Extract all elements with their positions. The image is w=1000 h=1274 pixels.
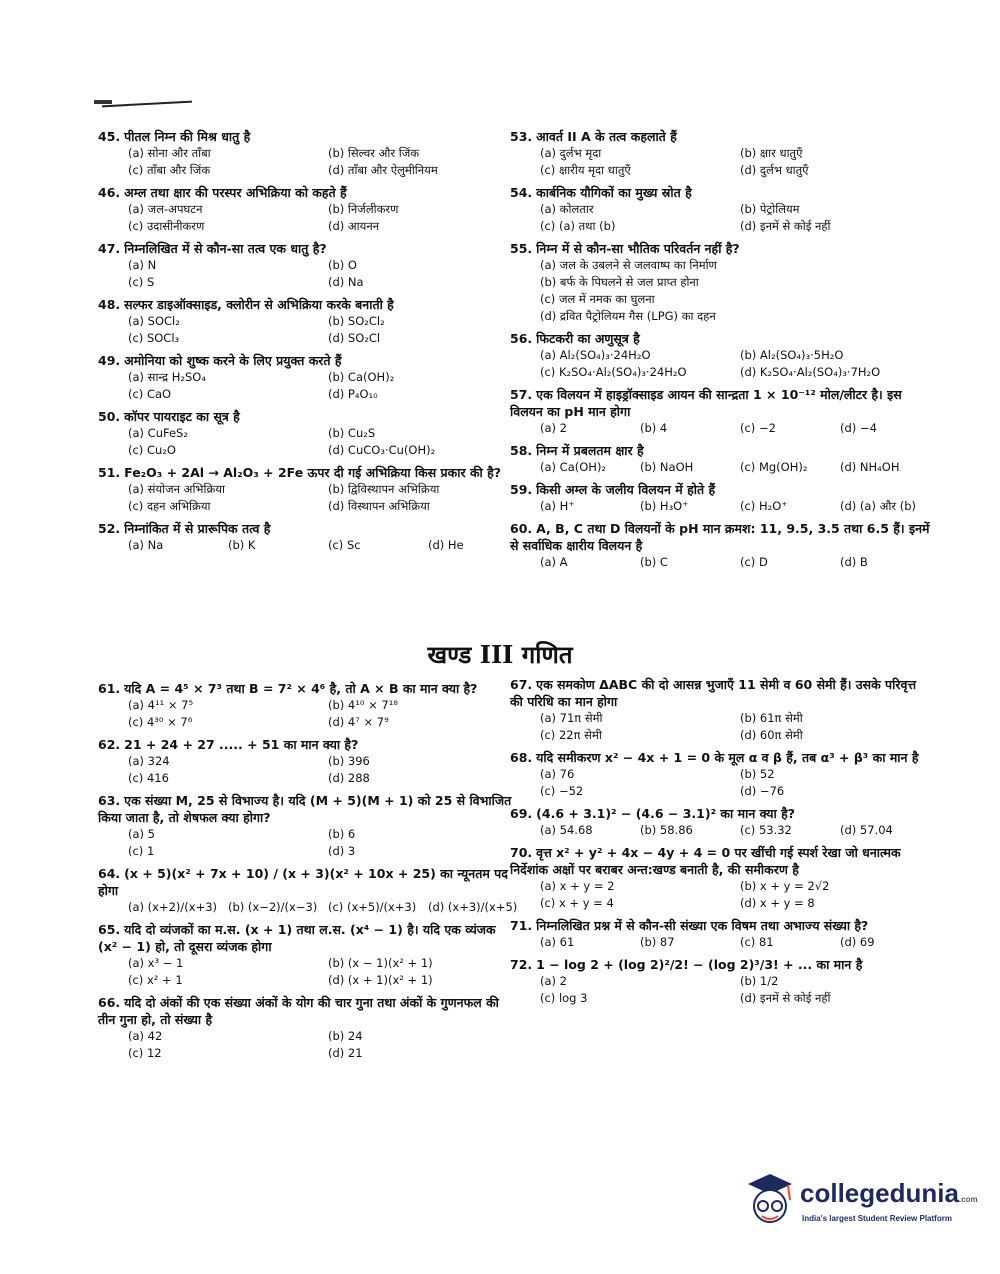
options-list bbox=[98, 313, 518, 347]
question-number: 60. bbox=[510, 521, 533, 536]
option: (d) K₂SO₄·Al₂(SO₄)₃·7H₂O bbox=[740, 365, 881, 379]
student-mascot-icon bbox=[740, 1170, 796, 1230]
option: (a) Al₂(SO₄)₃·24H₂O bbox=[540, 348, 651, 362]
question-text bbox=[98, 736, 518, 753]
question-text bbox=[510, 481, 930, 498]
option: (d) 69 bbox=[840, 935, 875, 949]
options-list bbox=[98, 1028, 518, 1062]
option: (b) सिल्वर और जिंक bbox=[328, 146, 420, 160]
question-text bbox=[510, 956, 930, 973]
question-stem: यदि दो व्यंजकों का म.स. (x + 1) तथा ल.स. (x⁴ − 1) है। यदि एक व्यंजक (x² − 1) हो, तो दूसरा व्यंजक होगा bbox=[98, 922, 496, 954]
option: (d) Na bbox=[328, 275, 364, 289]
options-list bbox=[98, 753, 518, 787]
option: (c) S bbox=[128, 275, 155, 289]
question bbox=[98, 464, 518, 515]
question bbox=[510, 844, 930, 912]
question bbox=[98, 240, 518, 291]
option: (c) जल में नमक का घुलना bbox=[540, 292, 655, 306]
question bbox=[98, 736, 518, 787]
options-list bbox=[510, 822, 930, 839]
question-number: 51. bbox=[98, 465, 121, 480]
option: (c) दहन अभिक्रिया bbox=[128, 499, 211, 513]
option: (c) −2 bbox=[740, 421, 776, 435]
option: (a) Ca(OH)₂ bbox=[540, 460, 607, 474]
option: (c) CaO bbox=[128, 387, 172, 401]
question-number: 57. bbox=[510, 387, 533, 402]
option: (b) (x − 1)(x² + 1) bbox=[328, 956, 433, 970]
question-text bbox=[98, 352, 518, 369]
question-stem: कार्बनिक यौगिकों का मुख्य स्रोत है bbox=[536, 185, 692, 200]
question-number: 55. bbox=[510, 241, 533, 256]
question bbox=[98, 921, 518, 989]
option: (b) Al₂(SO₄)₃·5H₂O bbox=[740, 348, 844, 362]
question-stem: यदि समीकरण x² − 4x + 1 = 0 के मूल α व β हैं, तब α³ + β³ का मान है bbox=[536, 750, 919, 765]
option: (c) Mg(OH)₂ bbox=[740, 460, 808, 474]
question-number: 49. bbox=[98, 353, 121, 368]
question-stem: सल्फर डाइऑक्साइड, क्लोरीन से अभिक्रिया करके बनाती है bbox=[124, 297, 394, 312]
option: (d) He bbox=[428, 538, 464, 552]
question-number: 48. bbox=[98, 297, 121, 312]
option: (d) 288 bbox=[328, 771, 370, 785]
option: (a) 61 bbox=[540, 935, 575, 949]
question-stem: निम्नलिखित में से कौन-सा तत्व एक धातु है? bbox=[124, 241, 327, 256]
right-column-chemistry bbox=[510, 128, 930, 576]
options-list bbox=[510, 145, 930, 179]
option: (a) संयोजन अभिक्रिया bbox=[128, 482, 225, 496]
option: (d) 21 bbox=[328, 1046, 363, 1060]
option: (d) CuCO₃·Cu(OH)₂ bbox=[328, 443, 436, 457]
question-stem: (4.6 + 3.1)² − (4.6 − 3.1)² का मान क्या है? bbox=[536, 806, 796, 821]
option: (c) 1 bbox=[128, 844, 155, 858]
options-list bbox=[510, 347, 930, 381]
options-list bbox=[98, 257, 518, 291]
options-list bbox=[510, 554, 930, 571]
question-stem: अम्ल तथा क्षार की परस्पर अभिक्रिया को कहते हैं bbox=[124, 185, 347, 200]
question-stem: कॉपर पायराइट का सूत्र है bbox=[124, 409, 240, 424]
question-stem: एक समकोण ΔABC की दो आसन्न भुजाएँ 11 सेमी व 60 सेमी हैं। उसके परिवृत्त की परिधि का मान होगा bbox=[510, 677, 917, 709]
option: (b) 61π सेमी bbox=[740, 711, 803, 725]
question-text bbox=[98, 792, 518, 826]
option: (b) बर्फ के पिघलने से जल प्राप्त होना bbox=[540, 275, 699, 289]
option: (a) (x+2)/(x+3) bbox=[128, 900, 218, 914]
question-stem: (x + 5)(x² + 7x + 10) / (x + 3)(x² + 10x + 25) का न्यूनतम पद होगा bbox=[98, 866, 508, 898]
question-text bbox=[98, 994, 518, 1028]
option: (b) H₃O⁺ bbox=[640, 499, 689, 513]
question-number: 61. bbox=[98, 681, 121, 696]
question-number: 53. bbox=[510, 129, 533, 144]
options-list bbox=[510, 934, 930, 951]
option: (d) 4⁷ × 7⁹ bbox=[328, 715, 389, 729]
option: (d) इनमें से कोई नहीं bbox=[740, 991, 831, 1005]
option: (c) 22π सेमी bbox=[540, 728, 602, 742]
question-stem: एक संख्या M, 25 से विभाज्य है। यदि (M + 5)(M + 1) को 25 से विभाजित किया जाता है, तो शेषफल क्या होगा? bbox=[98, 793, 512, 825]
logo-wordmark: collegedunia.com bbox=[800, 1178, 978, 1208]
question-text bbox=[510, 844, 930, 878]
option: (a) 76 bbox=[540, 767, 575, 781]
option: (b) K bbox=[228, 538, 256, 552]
question-stem: 1 − log 2 + (log 2)²/2! − (log 2)³/3! + ... का मान है bbox=[536, 957, 863, 972]
option: (b) x + y = 2√2 bbox=[740, 879, 830, 893]
option: (b) 24 bbox=[328, 1029, 363, 1043]
option: (b) C bbox=[640, 555, 668, 569]
options-list bbox=[510, 710, 930, 744]
option: (a) 324 bbox=[128, 754, 170, 768]
question-text bbox=[510, 676, 930, 710]
option: (b) 58.86 bbox=[640, 823, 693, 837]
option: (a) 2 bbox=[540, 421, 567, 435]
option: (b) Cu₂S bbox=[328, 426, 376, 440]
option: (c) Sc bbox=[328, 538, 361, 552]
options-list bbox=[510, 498, 930, 515]
option: (c) SOCl₃ bbox=[128, 331, 180, 345]
options-list bbox=[98, 425, 518, 459]
section-title: खण्ड III गणित bbox=[427, 640, 573, 669]
option: (d) x + y = 8 bbox=[740, 896, 815, 910]
option: (b) Ca(OH)₂ bbox=[328, 370, 395, 384]
option: (d) SO₂Cl bbox=[328, 331, 381, 345]
question bbox=[510, 749, 930, 800]
options-list bbox=[510, 459, 930, 476]
question bbox=[510, 240, 930, 325]
option: (c) 416 bbox=[128, 771, 169, 785]
option: (d) ताँबा और ऐलुमीनियम bbox=[328, 163, 438, 177]
left-column-chemistry bbox=[98, 128, 518, 559]
question bbox=[510, 442, 930, 476]
option: (a) 42 bbox=[128, 1029, 163, 1043]
option: (c) क्षारीय मृदा धातुएँ bbox=[540, 163, 631, 177]
option: (b) निर्जलीकरण bbox=[328, 202, 399, 216]
options-list bbox=[510, 878, 930, 912]
question-stem: एक विलयन में हाइड्रॉक्साइड आयन की सान्द्रता 1 × 10⁻¹² मोल/लीटर है। इस विलयन का pH मान होगा bbox=[510, 387, 902, 419]
option: (a) सान्द्र H₂SO₄ bbox=[128, 370, 206, 384]
option: (b) 4 bbox=[640, 421, 668, 435]
question-number: 70. bbox=[510, 845, 533, 860]
options-list bbox=[98, 481, 518, 515]
question-stem: वृत्त x² + y² + 4x − 4y + 4 = 0 पर खींची गई स्पर्श रेखा जो धनात्मक निर्देशांक अक्षों पर बराबर अन्त:खण्ड बनाती है, की समीकरण है bbox=[510, 845, 901, 877]
option: (d) P₄O₁₀ bbox=[328, 387, 378, 401]
option: (d) 57.04 bbox=[840, 823, 893, 837]
question bbox=[510, 128, 930, 179]
question-number: 62. bbox=[98, 737, 121, 752]
question-text bbox=[510, 128, 930, 145]
question-stem: A, B, C तथा D विलयनों के pH मान क्रमश: 11, 9.5, 3.5 तथा 6.5 हैं। इनमें से सर्वाधिक क्षारीय विलयन है bbox=[510, 521, 930, 553]
question-stem: Fe₂O₃ + 2Al → Al₂O₃ + 2Fe ऊपर दी गई अभिक्रिया किस प्रकार की है? bbox=[124, 465, 502, 480]
question bbox=[98, 865, 518, 916]
option: (b) 87 bbox=[640, 935, 675, 949]
options-list bbox=[510, 257, 930, 325]
option: (d) इनमें से कोई नहीं bbox=[740, 219, 831, 233]
question-stem: 21 + 24 + 27 ..... + 51 का मान क्या है? bbox=[124, 737, 359, 752]
question-number: 68. bbox=[510, 750, 533, 765]
options-list bbox=[98, 145, 518, 179]
question-text bbox=[510, 330, 930, 347]
option: (a) H⁺ bbox=[540, 499, 575, 513]
question-stem: यदि दो अंकों की एक संख्या अंकों के योग की चार गुना तथा अंकों के गुणनफल की तीन गुना हो, तो संख्या है bbox=[98, 995, 499, 1027]
question bbox=[98, 184, 518, 235]
question-stem: निम्न में प्रबलतम क्षार है bbox=[536, 443, 644, 458]
question-text bbox=[98, 128, 518, 145]
question-number: 64. bbox=[98, 866, 121, 881]
question-text bbox=[510, 520, 930, 554]
question-number: 54. bbox=[510, 185, 533, 200]
question-stem: किसी अम्ल के जलीय विलयन में होते हैं bbox=[536, 482, 716, 497]
question-number: 67. bbox=[510, 677, 533, 692]
option: (b) क्षार धातुएँ bbox=[740, 146, 803, 160]
question bbox=[510, 520, 930, 571]
option: (c) ताँबा और जिंक bbox=[128, 163, 211, 177]
question-stem: निम्न में से कौन-सा भौतिक परिवर्तन नहीं है? bbox=[536, 241, 740, 256]
question-number: 46. bbox=[98, 185, 121, 200]
question bbox=[510, 917, 930, 951]
option: (b) पेट्रोलियम bbox=[740, 202, 800, 216]
question bbox=[98, 792, 518, 860]
question-text bbox=[510, 749, 930, 766]
option: (a) A bbox=[540, 555, 568, 569]
options-list bbox=[510, 201, 930, 235]
options-list bbox=[98, 537, 518, 554]
question-number: 65. bbox=[98, 922, 121, 937]
header-rule bbox=[102, 101, 192, 108]
option: (d) NH₄OH bbox=[840, 460, 900, 474]
question-text bbox=[510, 442, 930, 459]
question-stem: निम्नांकित में से प्रारूपिक तत्व है bbox=[124, 521, 271, 536]
option: (d) आयनन bbox=[328, 219, 380, 233]
options-list bbox=[510, 973, 930, 1007]
option: (a) 54.68 bbox=[540, 823, 593, 837]
option: (b) 1/2 bbox=[740, 974, 779, 988]
question-text bbox=[510, 184, 930, 201]
option: (a) 2 bbox=[540, 974, 567, 988]
option: (c) Cu₂O bbox=[128, 443, 176, 457]
option: (c) −52 bbox=[540, 784, 584, 798]
question-stem: आवर्त II A के तत्व कहलाते हैं bbox=[536, 129, 677, 144]
option: (a) दुर्लभ मृदा bbox=[540, 146, 602, 160]
option: (b) (x−2)/(x−3) bbox=[228, 900, 318, 914]
question bbox=[98, 296, 518, 347]
option: (b) 4¹⁰ × 7¹⁸ bbox=[328, 698, 398, 712]
option: (a) Na bbox=[128, 538, 164, 552]
question-text bbox=[98, 464, 518, 481]
options-list bbox=[510, 420, 930, 437]
question bbox=[510, 386, 930, 437]
option: (a) SOCl₂ bbox=[128, 314, 180, 328]
option: (a) सोना और ताँबा bbox=[128, 146, 211, 160]
option: (b) 6 bbox=[328, 827, 356, 841]
option: (c) (a) तथा (b) bbox=[540, 219, 616, 233]
option: (d) द्रवित पैट्रोलियम गैस (LPG) का दहन bbox=[540, 309, 716, 323]
option: (a) N bbox=[128, 258, 157, 272]
option: (b) SO₂Cl₂ bbox=[328, 314, 385, 328]
option: (c) H₂O⁺ bbox=[740, 499, 788, 513]
options-list bbox=[510, 766, 930, 800]
option: (b) 52 bbox=[740, 767, 775, 781]
options-list bbox=[98, 697, 518, 731]
option: (b) 396 bbox=[328, 754, 370, 768]
question-text bbox=[98, 408, 518, 425]
question bbox=[98, 352, 518, 403]
option: (a) जल के उबलने से जलवाष्प का निर्माण bbox=[540, 258, 717, 272]
page-corner-mark bbox=[94, 100, 112, 104]
question-stem: पीतल निम्न की मिश्र धातु है bbox=[124, 129, 251, 144]
question-text bbox=[98, 520, 518, 537]
question bbox=[98, 128, 518, 179]
options-list bbox=[98, 369, 518, 403]
question-number: 69. bbox=[510, 806, 533, 821]
option: (d) (a) और (b) bbox=[840, 499, 917, 513]
question-stem: निम्नलिखित प्रश्न में से कौन-सी संख्या एक विषम तथा अभाज्य संख्या है? bbox=[536, 918, 869, 933]
option: (a) CuFeS₂ bbox=[128, 426, 188, 440]
question-number: 63. bbox=[98, 793, 121, 808]
option: (d) विस्थापन अभिक्रिया bbox=[328, 499, 430, 513]
option: (c) x² + 1 bbox=[128, 973, 183, 987]
question-number: 66. bbox=[98, 995, 121, 1010]
question bbox=[510, 184, 930, 235]
question-stem: अमोनिया को शुष्क करने के लिए प्रयुक्त करते हैं bbox=[124, 353, 342, 368]
option: (b) द्विविस्थापन अभिक्रिया bbox=[328, 482, 440, 496]
option: (a) कोलतार bbox=[540, 202, 594, 216]
options-list bbox=[98, 899, 518, 916]
option: (c) 4³⁰ × 7⁶ bbox=[128, 715, 193, 729]
option: (c) उदासीनीकरण bbox=[128, 219, 205, 233]
question-number: 50. bbox=[98, 409, 121, 424]
question-text bbox=[510, 386, 930, 420]
question-text bbox=[98, 240, 518, 257]
question-number: 59. bbox=[510, 482, 533, 497]
question bbox=[510, 481, 930, 515]
option: (c) 81 bbox=[740, 935, 774, 949]
option: (a) 71π सेमी bbox=[540, 711, 603, 725]
question-text bbox=[98, 865, 518, 899]
question bbox=[510, 956, 930, 1007]
question-number: 72. bbox=[510, 957, 533, 972]
question bbox=[510, 805, 930, 839]
question bbox=[510, 676, 930, 744]
option: (c) 12 bbox=[128, 1046, 162, 1060]
question-stem: यदि A = 4⁵ × 7³ तथा B = 7² × 4⁶ है, तो A × B का मान क्या है? bbox=[124, 681, 478, 696]
question bbox=[98, 520, 518, 554]
question-number: 56. bbox=[510, 331, 533, 346]
collegedunia-logo bbox=[740, 1170, 978, 1230]
options-list bbox=[98, 201, 518, 235]
option: (b) NaOH bbox=[640, 460, 694, 474]
question-text bbox=[98, 921, 518, 955]
option: (a) जल-अपघटन bbox=[128, 202, 203, 216]
question-number: 58. bbox=[510, 443, 533, 458]
question-number: 47. bbox=[98, 241, 121, 256]
option: (d) (x+3)/(x+5) bbox=[428, 900, 518, 914]
question-text bbox=[98, 184, 518, 201]
option: (b) O bbox=[328, 258, 357, 272]
option: (a) 5 bbox=[128, 827, 155, 841]
option: (d) दुर्लभ धातुएँ bbox=[740, 163, 809, 177]
option: (c) D bbox=[740, 555, 768, 569]
question-number: 52. bbox=[98, 521, 121, 536]
option: (d) (x + 1)(x² + 1) bbox=[328, 973, 433, 987]
question-number: 45. bbox=[98, 129, 121, 144]
question-text bbox=[510, 805, 930, 822]
question bbox=[98, 680, 518, 731]
option: (c) K₂SO₄·Al₂(SO₄)₃·24H₂O bbox=[540, 365, 687, 379]
option: (a) 4¹¹ × 7⁵ bbox=[128, 698, 194, 712]
option: (c) log 3 bbox=[540, 991, 588, 1005]
option: (d) 60π सेमी bbox=[740, 728, 803, 742]
question bbox=[98, 994, 518, 1062]
option: (c) 53.32 bbox=[740, 823, 792, 837]
option: (d) 3 bbox=[328, 844, 356, 858]
option: (d) −4 bbox=[840, 421, 877, 435]
question-stem: फिटकरी का अणुसूत्र है bbox=[536, 331, 640, 346]
question-text bbox=[98, 680, 518, 697]
left-column-maths bbox=[98, 680, 518, 1067]
question bbox=[98, 408, 518, 459]
option: (d) B bbox=[840, 555, 868, 569]
logo-tagline: India's largest Student Review Platform bbox=[802, 1214, 952, 1223]
options-list bbox=[98, 955, 518, 989]
option: (c) (x+5)/(x+3) bbox=[328, 900, 417, 914]
option: (a) x³ − 1 bbox=[128, 956, 184, 970]
right-column-maths bbox=[510, 676, 930, 1012]
question-number: 71. bbox=[510, 918, 533, 933]
question-text bbox=[510, 917, 930, 934]
question-text bbox=[98, 296, 518, 313]
option: (c) x + y = 4 bbox=[540, 896, 614, 910]
options-list bbox=[98, 826, 518, 860]
option: (d) −76 bbox=[740, 784, 785, 798]
option: (a) x + y = 2 bbox=[540, 879, 615, 893]
question-text bbox=[510, 240, 930, 257]
question bbox=[510, 330, 930, 381]
